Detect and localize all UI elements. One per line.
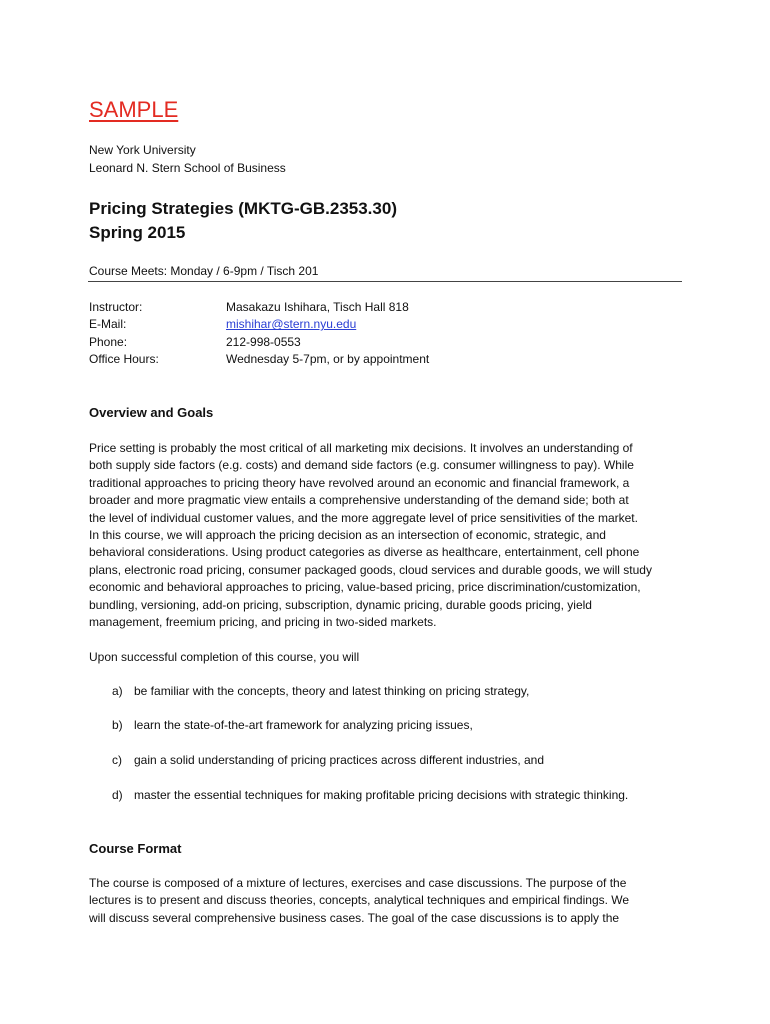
goal-item [112,787,628,804]
info-value: Wednesday 5-7pm, or by appointment [226,351,430,366]
goal-marker: a) [112,684,123,698]
info-label: Instructor: [89,300,143,314]
paragraph-line: both supply side factors (e.g. costs) and demand side factors (e.g. consumer willingness to pay). While [89,458,634,473]
info-value: 212-998-0553 [226,334,301,349]
goal-marker: d) [112,788,123,802]
instructor-info [89,299,429,368]
paragraph-line: The course is composed of a mixture of lectures, exercises and case discussions. The purpose of the [89,876,627,890]
paragraph-line: the level of individual customer values, and the more aggregate level of price sensitivities of the market. [89,510,638,525]
course-title-name: Pricing Strategies (MKTG-GB.2353.30) [89,199,397,218]
goal-item [112,717,473,734]
course-term: Spring 2015 [89,223,186,242]
paragraph-line: economic and behavioral approaches to pricing, value-based pricing, price discrimination/customization, [89,580,641,595]
course-format-heading: Course Format [89,841,182,856]
goal-marker: b) [112,718,123,732]
paragraph-line: traditional approaches to pricing theory have revolved around an economic and financial framework, a [89,475,630,490]
paragraph-line: plans, electronic road pricing, consumer packaged goods, cloud services and durable goods, we will study [89,562,652,577]
paragraph-line: management, freemium pricing, and pricing in two-sided markets. [89,615,437,630]
info-label: Office Hours: [89,351,159,366]
course-format-paragraph [89,875,689,927]
paragraph-line: In this course, we will approach the pricing decision as an intersection of economic, strategic, and [89,528,606,543]
paragraph-line: bundling, versioning, add-on pricing, subscription, dynamic pricing, durable goods pricing, yield [89,597,592,612]
goal-text: be familiar with the concepts, theory and latest thinking on pricing strategy, [134,684,530,698]
completion-intro: Upon successful completion of this course, you will [89,650,360,664]
divider [88,281,682,282]
info-row-phone [89,334,429,351]
overview-heading: Overview and Goals [89,405,214,420]
paragraph-line: Price setting is probably the most critical of all marketing mix decisions. It involves an understanding of [89,441,633,455]
overview-paragraph [89,440,689,631]
course-title [89,197,397,245]
info-label: Phone: [89,334,128,349]
university-name: New York University [89,143,196,157]
goal-text: learn the state-of-the-art framework for analyzing pricing issues, [134,718,473,732]
info-label: E-Mail: [89,317,127,332]
info-row-instructor [89,299,429,316]
university-block [89,142,286,177]
goal-text: gain a solid understanding of pricing practices across different industries, and [134,753,545,767]
sample-watermark-label: SAMPLE [89,97,179,122]
school-name: Leonard N. Stern School of Business [89,160,286,175]
info-row-email [89,316,429,333]
paragraph-line: behavioral considerations. Using product categories as diverse as healthcare, entertainment, cell phone [89,545,640,560]
goal-marker: c) [112,753,122,767]
email-link[interactable]: mishihar@stern.nyu.edu [226,317,357,332]
paragraph-line: will discuss several comprehensive business cases. The goal of the case discussions is to apply the [89,910,620,925]
goal-text: master the essential techniques for making profitable pricing decisions with strategic thinking. [134,788,629,802]
info-value: Masakazu Ishihara, Tisch Hall 818 [226,300,409,314]
paragraph-line: broader and more pragmatic view entails a comprehensive understanding of the demand side; both at [89,493,629,508]
info-row-office-hours [89,351,429,368]
paragraph-line: lectures is to present and discuss theories, concepts, analytical techniques and empirical findings. We [89,893,630,908]
goal-item [112,683,529,700]
course-meets: Course Meets: Monday / 6-9pm / Tisch 201 [89,264,319,278]
goal-item [112,752,544,769]
